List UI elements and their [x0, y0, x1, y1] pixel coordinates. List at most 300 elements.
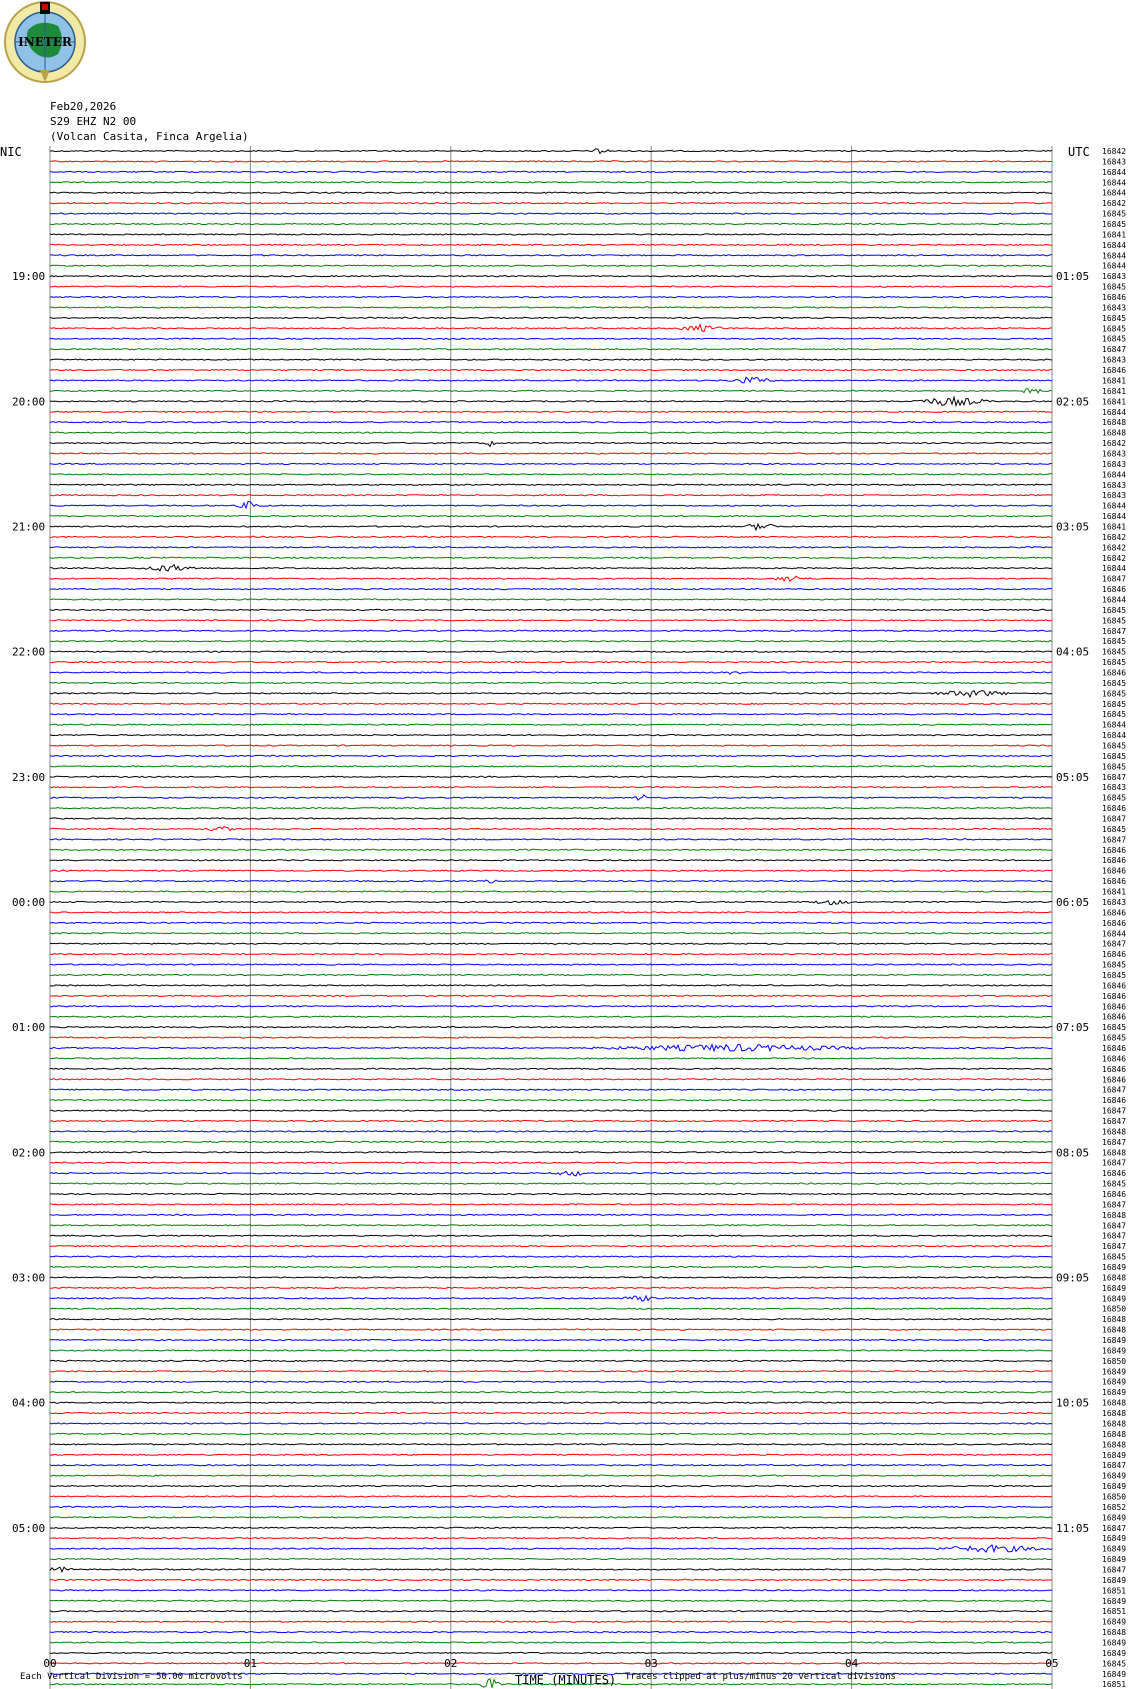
trace-code: 16844 — [1102, 501, 1127, 511]
trace-113 — [50, 1329, 1052, 1330]
utc-hour-label: 07:05 — [1056, 1021, 1090, 1035]
utc-label: UTC — [1068, 145, 1090, 159]
footer-division: Each Vertical Division = — [20, 1672, 151, 1682]
trace-8 — [50, 234, 1052, 235]
trace-code: 16849 — [1102, 1648, 1127, 1658]
trace-73 — [50, 912, 1052, 913]
trace-code: 16845 — [1102, 960, 1127, 970]
trace-code: 16843 — [1102, 157, 1127, 167]
trace-code: 16845 — [1102, 824, 1127, 834]
trace-0 — [50, 149, 1052, 154]
trace-55 — [50, 724, 1052, 725]
trace-121 — [50, 1412, 1052, 1413]
trace-code: 16847 — [1102, 835, 1127, 845]
nic-hour-label: 21:00 — [12, 520, 46, 534]
trace-code: 16846 — [1102, 293, 1127, 303]
x-tick-label: 04 — [844, 1657, 859, 1670]
trace-code: 16845 — [1102, 710, 1127, 720]
trace-110 — [50, 1296, 1052, 1301]
trace-code: 16849 — [1102, 1377, 1127, 1387]
trace-125 — [50, 1454, 1052, 1455]
trace-36 — [50, 524, 1052, 530]
trace-145 — [50, 1663, 1052, 1664]
trace-89 — [50, 1079, 1052, 1080]
trace-26 — [50, 422, 1052, 423]
trace-95 — [50, 1141, 1052, 1142]
trace-116 — [50, 1360, 1052, 1361]
nic-hour-label: 02:00 — [12, 1146, 46, 1160]
trace-code: 16848 — [1102, 1429, 1127, 1439]
trace-code: 16850 — [1102, 1492, 1127, 1502]
trace-86 — [50, 1044, 1052, 1051]
trace-52 — [50, 691, 1052, 697]
nic-hour-label: 05:00 — [12, 1521, 46, 1535]
utc-hour-label: 04:05 — [1056, 645, 1090, 659]
trace-63 — [50, 808, 1052, 809]
trace-code: 16847 — [1102, 1523, 1127, 1533]
trace-code: 16845 — [1102, 1023, 1127, 1033]
trace-code: 16847 — [1102, 1085, 1127, 1095]
trace-code: 16846 — [1102, 585, 1127, 595]
trace-77 — [50, 954, 1052, 955]
trace-1 — [50, 161, 1052, 162]
trace-90 — [50, 1089, 1052, 1090]
trace-21 — [50, 369, 1052, 370]
trace-code: 16845 — [1102, 793, 1127, 803]
trace-code: 16842 — [1102, 532, 1127, 542]
trace-82 — [50, 1006, 1052, 1007]
trace-code: 16850 — [1102, 1356, 1127, 1366]
trace-code: 16851 — [1102, 1586, 1127, 1596]
trace-70 — [50, 880, 1052, 883]
trace-20 — [50, 359, 1052, 360]
trace-94 — [50, 1131, 1052, 1132]
trace-58 — [50, 755, 1052, 756]
trace-code: 16849 — [1102, 1617, 1127, 1627]
trace-105 — [50, 1246, 1052, 1247]
utc-hour-label: 03:05 — [1056, 520, 1090, 534]
trace-80 — [50, 985, 1052, 986]
trace-49 — [50, 662, 1052, 663]
trace-code: 16845 — [1102, 637, 1127, 647]
trace-132 — [50, 1527, 1052, 1528]
trace-code: 16844 — [1102, 407, 1127, 417]
nic-hour-label: 22:00 — [12, 645, 46, 659]
trace-22 — [50, 377, 1052, 383]
trace-code: 16848 — [1102, 1127, 1127, 1137]
trace-code: 16843 — [1102, 449, 1127, 459]
trace-code: 16845 — [1102, 1179, 1127, 1189]
trace-code: 16849 — [1102, 1294, 1127, 1304]
trace-109 — [50, 1287, 1052, 1288]
trace-30 — [50, 463, 1052, 464]
trace-code: 16848 — [1102, 1273, 1127, 1283]
trace-code: 16850 — [1102, 1304, 1127, 1314]
trace-code: 16846 — [1102, 950, 1127, 960]
trace-code: 16847 — [1102, 1242, 1127, 1252]
trace-5 — [50, 203, 1052, 204]
utc-hour-labels — [1056, 270, 1089, 1535]
trace-38 — [50, 547, 1052, 548]
trace-133 — [50, 1538, 1052, 1539]
nic-hour-labels — [12, 270, 45, 1535]
trace-code: 16849 — [1102, 1346, 1127, 1356]
trace-23 — [50, 389, 1052, 393]
trace-code: 16846 — [1102, 1075, 1127, 1085]
trace-59 — [50, 766, 1052, 767]
trace-code: 16844 — [1102, 470, 1127, 480]
trace-35 — [50, 516, 1052, 517]
trace-19 — [50, 349, 1052, 350]
trace-code: 16848 — [1102, 1315, 1127, 1325]
trace-14 — [50, 296, 1052, 297]
nic-hour-label: 19:00 — [12, 270, 46, 284]
trace-code: 16842 — [1102, 147, 1127, 156]
trace-122 — [50, 1423, 1052, 1424]
trace-78 — [50, 964, 1052, 965]
utc-hour-label: 06:05 — [1056, 895, 1090, 909]
trace-123 — [50, 1433, 1052, 1434]
footer-clip: Traces clipped at plus/minus 20 vertical divisions — [625, 1672, 896, 1682]
trace-29 — [50, 453, 1052, 454]
utc-hour-label: 10:05 — [1056, 1396, 1090, 1410]
trace-code: 16846 — [1102, 804, 1127, 814]
trace-code: 16849 — [1102, 1388, 1127, 1398]
trace-104 — [50, 1235, 1052, 1236]
trace-code: 16846 — [1102, 845, 1127, 855]
nic-label: NIC — [0, 145, 22, 159]
trace-code: 16842 — [1102, 439, 1127, 449]
trace-62 — [50, 795, 1052, 800]
trace-57 — [50, 745, 1052, 746]
trace-code: 16845 — [1102, 689, 1127, 699]
trace-75 — [50, 933, 1052, 934]
trace-code: 16845 — [1102, 282, 1127, 292]
trace-code: 16847 — [1102, 345, 1127, 355]
trace-code: 16846 — [1102, 1043, 1127, 1053]
nic-hour-label: 00:00 — [12, 895, 46, 909]
nic-hour-label: 01:00 — [12, 1021, 46, 1035]
utc-hour-label: 11:05 — [1056, 1521, 1090, 1535]
trace-code: 16847 — [1102, 1158, 1127, 1168]
trace-92 — [50, 1110, 1052, 1111]
trace-code: 16849 — [1102, 1283, 1127, 1293]
trace-66 — [50, 839, 1052, 840]
trace-code: 16846 — [1102, 1054, 1127, 1064]
trace-143 — [50, 1642, 1052, 1643]
trace-code: 16846 — [1102, 877, 1127, 887]
trace-131 — [50, 1517, 1052, 1518]
trace-81 — [50, 995, 1052, 996]
trace-102 — [50, 1214, 1052, 1215]
trace-code: 16848 — [1102, 1409, 1127, 1419]
trace-code: 16847 — [1102, 1106, 1127, 1116]
trace-17 — [50, 325, 1052, 332]
trace-code: 16843 — [1102, 459, 1127, 469]
location-label: (Volcan Casita, Finca Argelia) — [50, 130, 249, 143]
trace-142 — [50, 1632, 1052, 1633]
trace-code: 16848 — [1102, 1148, 1127, 1158]
trace-code: 16847 — [1102, 1461, 1127, 1471]
trace-67 — [50, 849, 1052, 850]
trace-code: 16849 — [1102, 1336, 1127, 1346]
trace-43 — [50, 599, 1052, 600]
footer-scale: 50.00 microvolts — [156, 1672, 243, 1682]
trace-code: 16845 — [1102, 605, 1127, 615]
x-axis-label: TIME (MINUTES) — [515, 1673, 617, 1687]
x-tick-label: 02 — [444, 1657, 458, 1670]
trace-code: 16845 — [1102, 741, 1127, 751]
trace-code: 16845 — [1102, 616, 1127, 626]
trace-code: 16841 — [1102, 386, 1127, 396]
trace-54 — [50, 714, 1052, 715]
trace-code: 16844 — [1102, 261, 1127, 271]
trace-code: 16847 — [1102, 1200, 1127, 1210]
trace-31 — [50, 474, 1052, 475]
trace-140 — [50, 1611, 1052, 1612]
trace-45 — [50, 620, 1052, 621]
trace-115 — [50, 1350, 1052, 1351]
trace-136 — [50, 1567, 1052, 1572]
trace-code: 16847 — [1102, 626, 1127, 636]
utc-hour-label: 05:05 — [1056, 770, 1090, 784]
trace-codes — [1102, 147, 1126, 1689]
trace-code: 16846 — [1102, 1169, 1127, 1179]
trace-46 — [50, 630, 1052, 631]
trace-85 — [50, 1037, 1052, 1038]
trace-code: 16846 — [1102, 1064, 1127, 1074]
trace-code: 16844 — [1102, 178, 1127, 188]
trace-code: 16845 — [1102, 313, 1127, 323]
trace-53 — [50, 703, 1052, 704]
trace-code: 16849 — [1102, 1596, 1127, 1606]
trace-code: 16846 — [1102, 1002, 1127, 1012]
trace-code: 16845 — [1102, 1033, 1127, 1043]
trace-101 — [50, 1204, 1052, 1205]
trace-code: 16849 — [1102, 1450, 1127, 1460]
trace-119 — [50, 1392, 1052, 1393]
trace-99 — [50, 1183, 1052, 1184]
trace-code: 16849 — [1102, 1263, 1127, 1273]
trace-98 — [50, 1171, 1052, 1176]
trace-code: 16842 — [1102, 199, 1127, 209]
x-tick-label: 05 — [1045, 1657, 1059, 1670]
trace-50 — [50, 672, 1052, 674]
trace-code: 16848 — [1102, 418, 1127, 428]
trace-code: 16846 — [1102, 1096, 1127, 1106]
trace-code: 16844 — [1102, 929, 1127, 939]
trace-42 — [50, 589, 1052, 590]
trace-code: 16844 — [1102, 564, 1127, 574]
trace-code: 16848 — [1102, 1325, 1127, 1335]
trace-code: 16848 — [1102, 1398, 1127, 1408]
trace-48 — [50, 651, 1052, 652]
trace-code: 16848 — [1102, 428, 1127, 438]
trace-97 — [50, 1162, 1052, 1163]
trace-code: 16846 — [1102, 991, 1127, 1001]
minute-gridlines — [50, 146, 1052, 1689]
trace-code: 16842 — [1102, 543, 1127, 553]
trace-code: 16846 — [1102, 366, 1127, 376]
trace-72 — [50, 900, 1052, 904]
trace-37 — [50, 536, 1052, 537]
trace-code: 16849 — [1102, 1669, 1127, 1679]
trace-60 — [50, 776, 1052, 777]
trace-code: 16846 — [1102, 1190, 1127, 1199]
trace-code: 16845 — [1102, 220, 1127, 230]
trace-code: 16848 — [1102, 1628, 1127, 1638]
trace-144 — [50, 1652, 1052, 1653]
trace-87 — [50, 1058, 1052, 1059]
trace-code: 16841 — [1102, 230, 1127, 240]
trace-41 — [50, 576, 1052, 581]
trace-108 — [50, 1277, 1052, 1278]
trace-code: 16848 — [1102, 1440, 1127, 1450]
trace-code: 16845 — [1102, 1252, 1127, 1262]
trace-39 — [50, 557, 1052, 558]
trace-135 — [50, 1559, 1052, 1560]
trace-56 — [50, 735, 1052, 736]
trace-code: 16841 — [1102, 522, 1127, 532]
trace-code: 16844 — [1102, 240, 1127, 250]
trace-137 — [50, 1579, 1052, 1580]
trace-code: 16847 — [1102, 772, 1127, 782]
trace-68 — [50, 860, 1052, 861]
trace-3 — [50, 182, 1052, 183]
trace-6 — [50, 213, 1052, 214]
trace-120 — [50, 1402, 1052, 1403]
utc-hour-label: 02:05 — [1056, 395, 1090, 409]
trace-code: 16849 — [1102, 1544, 1127, 1554]
trace-34 — [50, 502, 1052, 509]
trace-code: 16849 — [1102, 1482, 1127, 1492]
trace-code: 16846 — [1102, 1012, 1127, 1022]
trace-code: 16845 — [1102, 970, 1127, 980]
trace-code: 16844 — [1102, 731, 1127, 741]
trace-code: 16845 — [1102, 324, 1127, 334]
trace-code: 16847 — [1102, 939, 1127, 949]
trace-88 — [50, 1068, 1052, 1069]
trace-code: 16849 — [1102, 1575, 1127, 1585]
x-tick-label: 00 — [43, 1657, 57, 1670]
trace-93 — [50, 1120, 1052, 1121]
date-label: Feb20,2026 — [50, 100, 117, 113]
trace-28 — [50, 442, 1052, 447]
utc-hour-label: 01:05 — [1056, 270, 1090, 284]
logo-text: INETER — [18, 35, 72, 49]
trace-code: 16844 — [1102, 167, 1127, 177]
trace-10 — [50, 255, 1052, 256]
trace-code: 16845 — [1102, 678, 1127, 688]
trace-103 — [50, 1225, 1052, 1226]
trace-69 — [50, 870, 1052, 871]
trace-18 — [50, 338, 1052, 339]
trace-126 — [50, 1465, 1052, 1466]
trace-code: 16847 — [1102, 574, 1127, 584]
trace-2 — [50, 171, 1052, 172]
trace-129 — [50, 1496, 1052, 1497]
trace-code: 16847 — [1102, 1231, 1127, 1241]
trace-code: 16847 — [1102, 1137, 1127, 1147]
trace-117 — [50, 1371, 1052, 1372]
trace-code: 16843 — [1102, 355, 1127, 365]
trace-code: 16844 — [1102, 251, 1127, 261]
trace-74 — [50, 922, 1052, 923]
trace-code: 16843 — [1102, 897, 1127, 907]
trace-code: 16849 — [1102, 1638, 1127, 1648]
trace-100 — [50, 1193, 1052, 1194]
nic-hour-label: 04:00 — [12, 1396, 46, 1410]
nic-hour-label: 23:00 — [12, 770, 46, 784]
trace-106 — [50, 1256, 1052, 1257]
trace-code: 16847 — [1102, 1116, 1127, 1126]
utc-hour-label: 09:05 — [1056, 1271, 1090, 1285]
trace-138 — [50, 1590, 1052, 1591]
trace-code: 16847 — [1102, 1221, 1127, 1231]
trace-130 — [50, 1506, 1052, 1507]
trace-24 — [50, 397, 1052, 405]
trace-84 — [50, 1027, 1052, 1028]
trace-code: 16849 — [1102, 1534, 1127, 1544]
trace-code: 16844 — [1102, 188, 1127, 198]
trace-15 — [50, 307, 1052, 308]
trace-51 — [50, 682, 1052, 683]
trace-127 — [50, 1475, 1052, 1476]
trace-code: 16845 — [1102, 334, 1127, 344]
trace-code: 16849 — [1102, 1471, 1127, 1481]
trace-96 — [50, 1152, 1052, 1153]
trace-12 — [50, 276, 1052, 277]
trace-code: 16848 — [1102, 1419, 1127, 1429]
trace-code: 16843 — [1102, 491, 1127, 501]
trace-code: 16845 — [1102, 699, 1127, 709]
trace-61 — [50, 787, 1052, 788]
trace-13 — [50, 286, 1052, 287]
trace-code: 16851 — [1102, 1607, 1127, 1617]
trace-code: 16851 — [1102, 1680, 1127, 1689]
trace-114 — [50, 1339, 1052, 1340]
trace-111 — [50, 1308, 1052, 1309]
trace-128 — [50, 1485, 1052, 1486]
trace-91 — [50, 1100, 1052, 1101]
trace-71 — [50, 891, 1052, 892]
trace-112 — [50, 1319, 1052, 1320]
trace-11 — [50, 265, 1052, 266]
trace-65 — [50, 827, 1052, 831]
trace-code: 16846 — [1102, 908, 1127, 918]
trace-83 — [50, 1016, 1052, 1017]
nic-hour-label: 20:00 — [12, 395, 46, 409]
trace-code: 16845 — [1102, 751, 1127, 761]
trace-code: 16844 — [1102, 595, 1127, 605]
trace-9 — [50, 244, 1052, 245]
trace-118 — [50, 1381, 1052, 1382]
trace-47 — [50, 641, 1052, 642]
trace-code: 16841 — [1102, 376, 1127, 386]
trace-code: 16845 — [1102, 209, 1127, 219]
trace-code: 16846 — [1102, 981, 1127, 991]
trace-code: 16844 — [1102, 720, 1127, 730]
trace-64 — [50, 818, 1052, 819]
trace-16 — [50, 317, 1052, 318]
trace-code: 16846 — [1102, 918, 1127, 928]
trace-7 — [50, 223, 1052, 224]
trace-124 — [50, 1444, 1052, 1445]
trace-code: 16841 — [1102, 887, 1127, 897]
trace-code: 16843 — [1102, 480, 1127, 490]
trace-code: 16846 — [1102, 668, 1127, 678]
trace-code: 16846 — [1102, 856, 1127, 866]
